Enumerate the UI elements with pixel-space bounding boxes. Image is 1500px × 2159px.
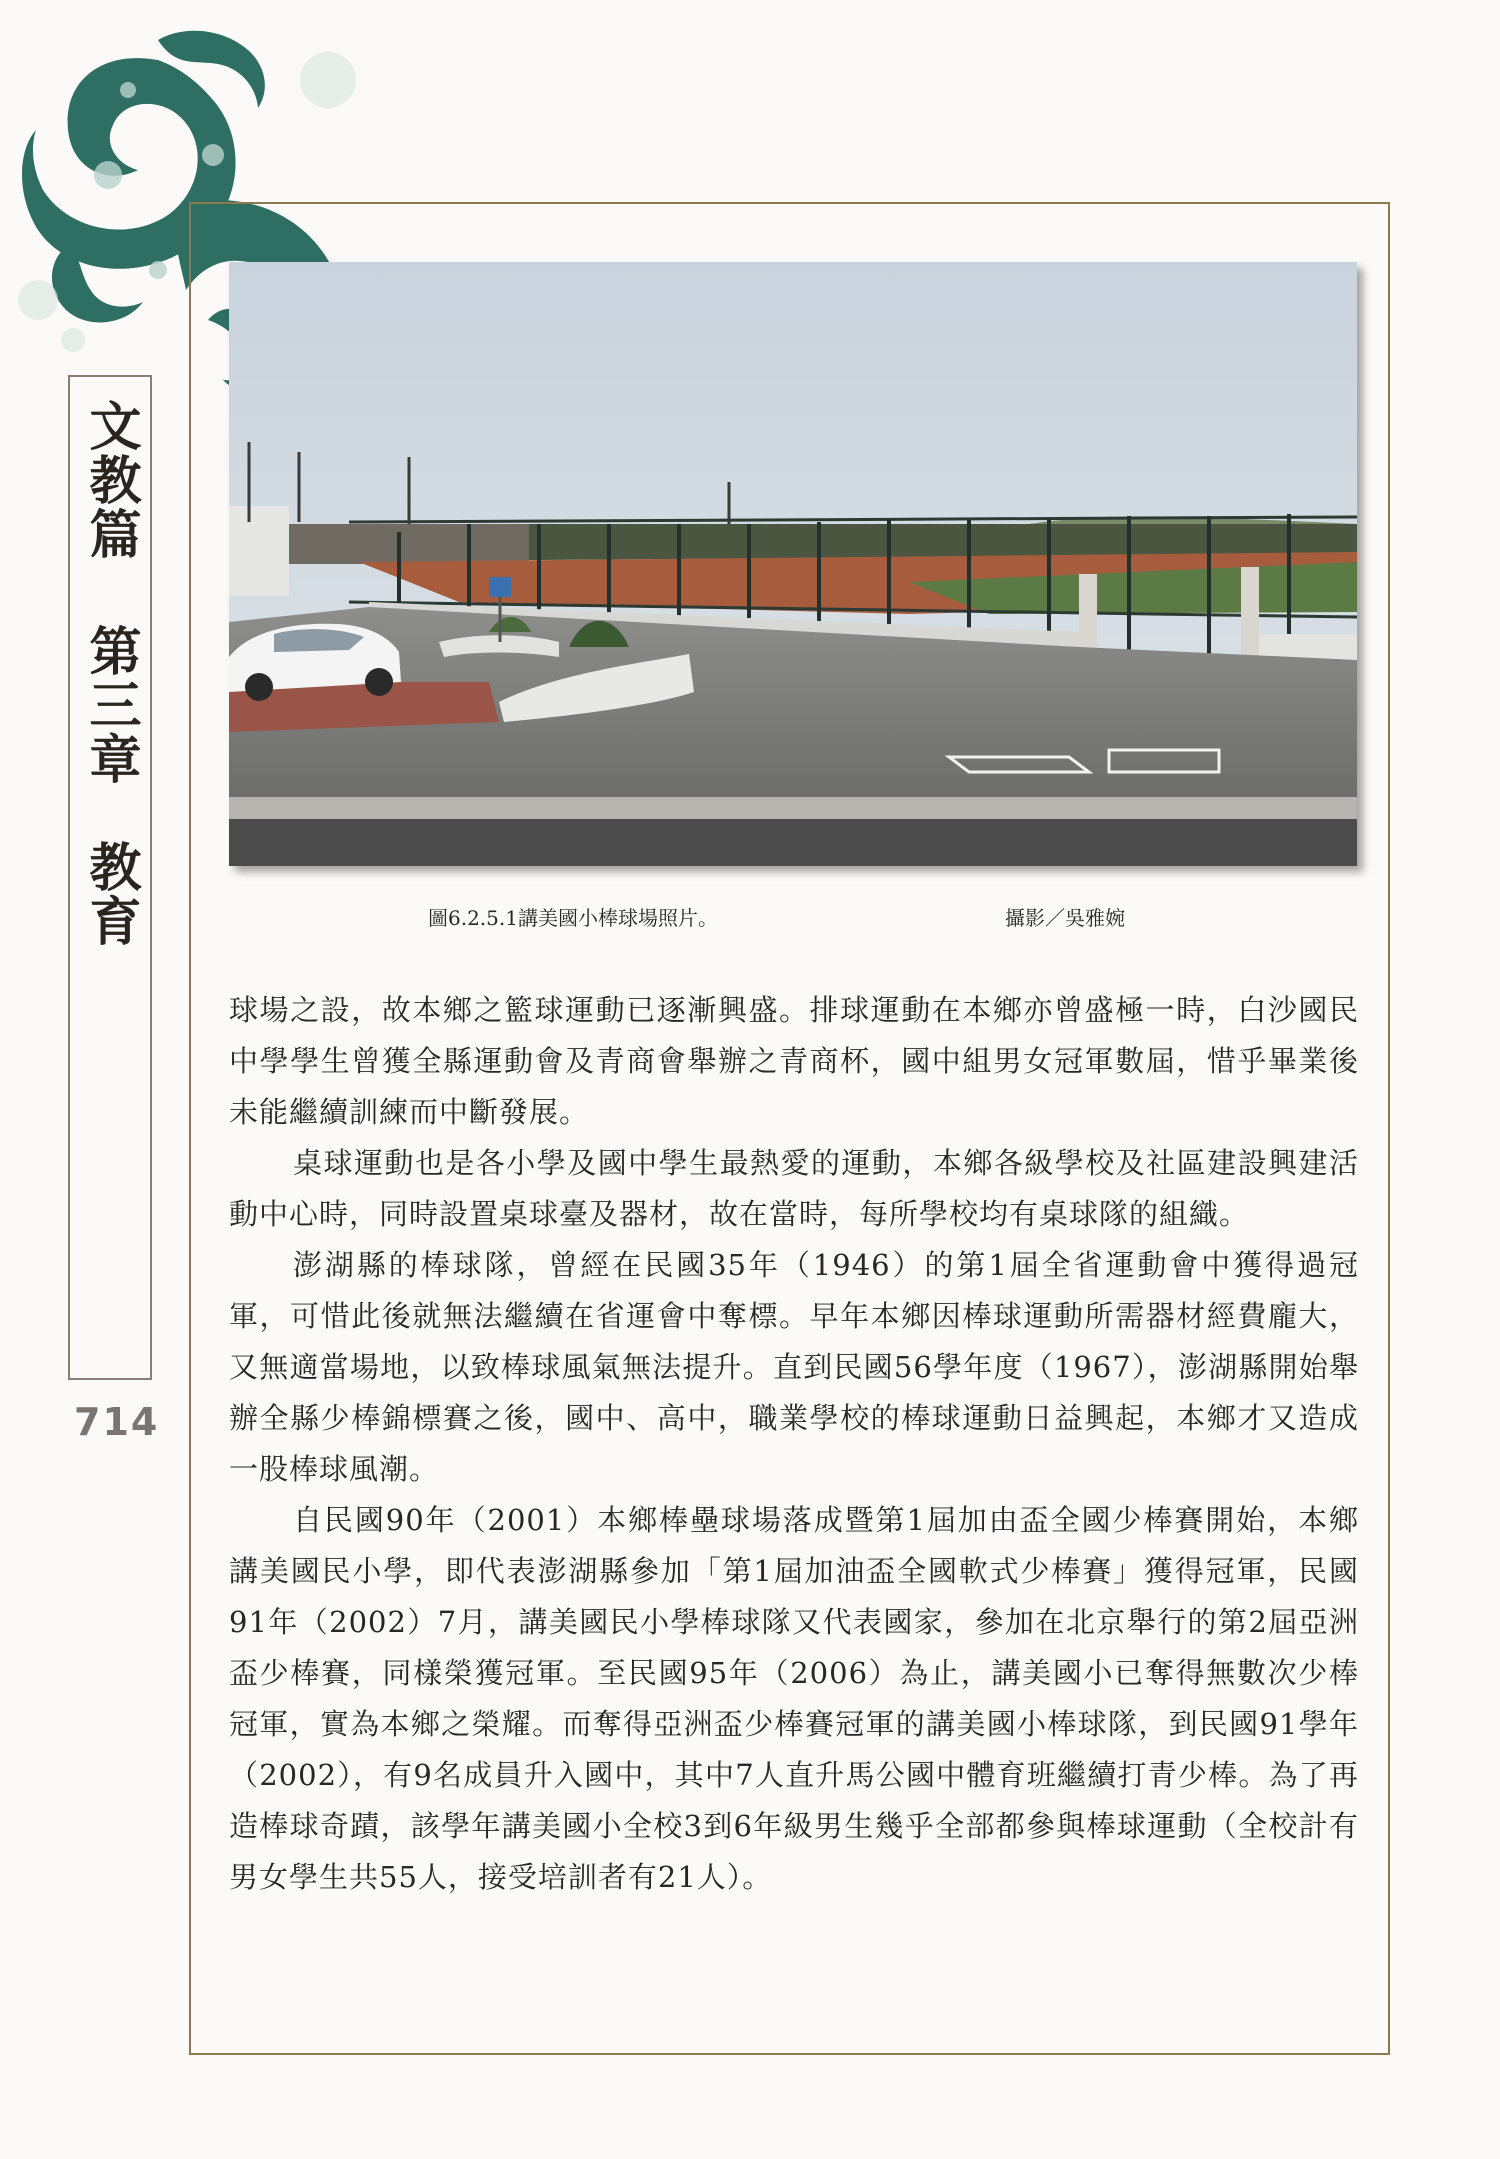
body-text <box>229 985 1359 1903</box>
paragraph: 球場之設，故本鄉之籃球運動已逐漸興盛。排球運動在本鄉亦曾盛極一時，白沙國民中學學生曾獲全縣運動會及青商會舉辦之青商杯，國中組男女冠軍數屆，惜乎畢業後未能繼續訓練而中斷發展。 <box>229 993 1359 1129</box>
page-number: 714 <box>74 1400 160 1444</box>
paragraph: 自民國90年（2001）本鄉棒壘球場落成暨第1屆加由盃全國少棒賽開始，本鄉講美國民小學，即代表澎湖縣參加「第1屆加油盃全國軟式少棒賽」獲得冠軍，民國91年（2002）7月，講美國民小學棒球隊又代表國家，參加在北京舉行的第2屆亞洲盃少棒賽，同樣榮獲冠軍。至民國95年（2006）為止，講美國小已奪得無數次少棒冠軍，實為本鄉之榮耀。而奪得亞洲盃少棒賽冠軍的講美國小棒球隊，到民國91學年（2002），有9名成員升入國中，其中7人直升馬公國中體育班繼續打青少棒。為了再造棒球奇蹟，該學年講美國小全校3到6年級男生幾乎全部都參與棒球運動（全校計有男女學生共55人，接受培訓者有21人）。 <box>229 1503 1359 1894</box>
paragraph: 桌球運動也是各小學及國中學生最熱愛的運動，本鄉各級學校及社區建設興建活動中心時，同時設置桌球臺及器材，故在當時，每所學校均有桌球隊的組織。 <box>229 1146 1359 1231</box>
figure-caption: 圖6.2.5.1講美國小棒球場照片。 <box>428 906 718 930</box>
paragraph: 澎湖縣的棒球隊，曾經在民國35年（1946）的第1屆全省運動會中獲得過冠軍，可惜此後就無法繼續在省運會中奪標。早年本鄉因棒球運動所需器材經費龐大，又無適當場地，以致棒球風氣無法提升。直到民國56學年度（1967），澎湖縣開始舉辦全縣少棒錦標賽之後，國中、高中，職業學校的棒球運動日益興起，本鄉才又造成一股棒球風潮。 <box>229 1248 1359 1486</box>
photo-credit: 攝影／吳雅婉 <box>1005 906 1125 930</box>
side-panel <box>68 375 152 1380</box>
chapter-title: 文教篇 第三章 教育 <box>80 399 141 948</box>
baseball-field-photo <box>229 262 1357 866</box>
